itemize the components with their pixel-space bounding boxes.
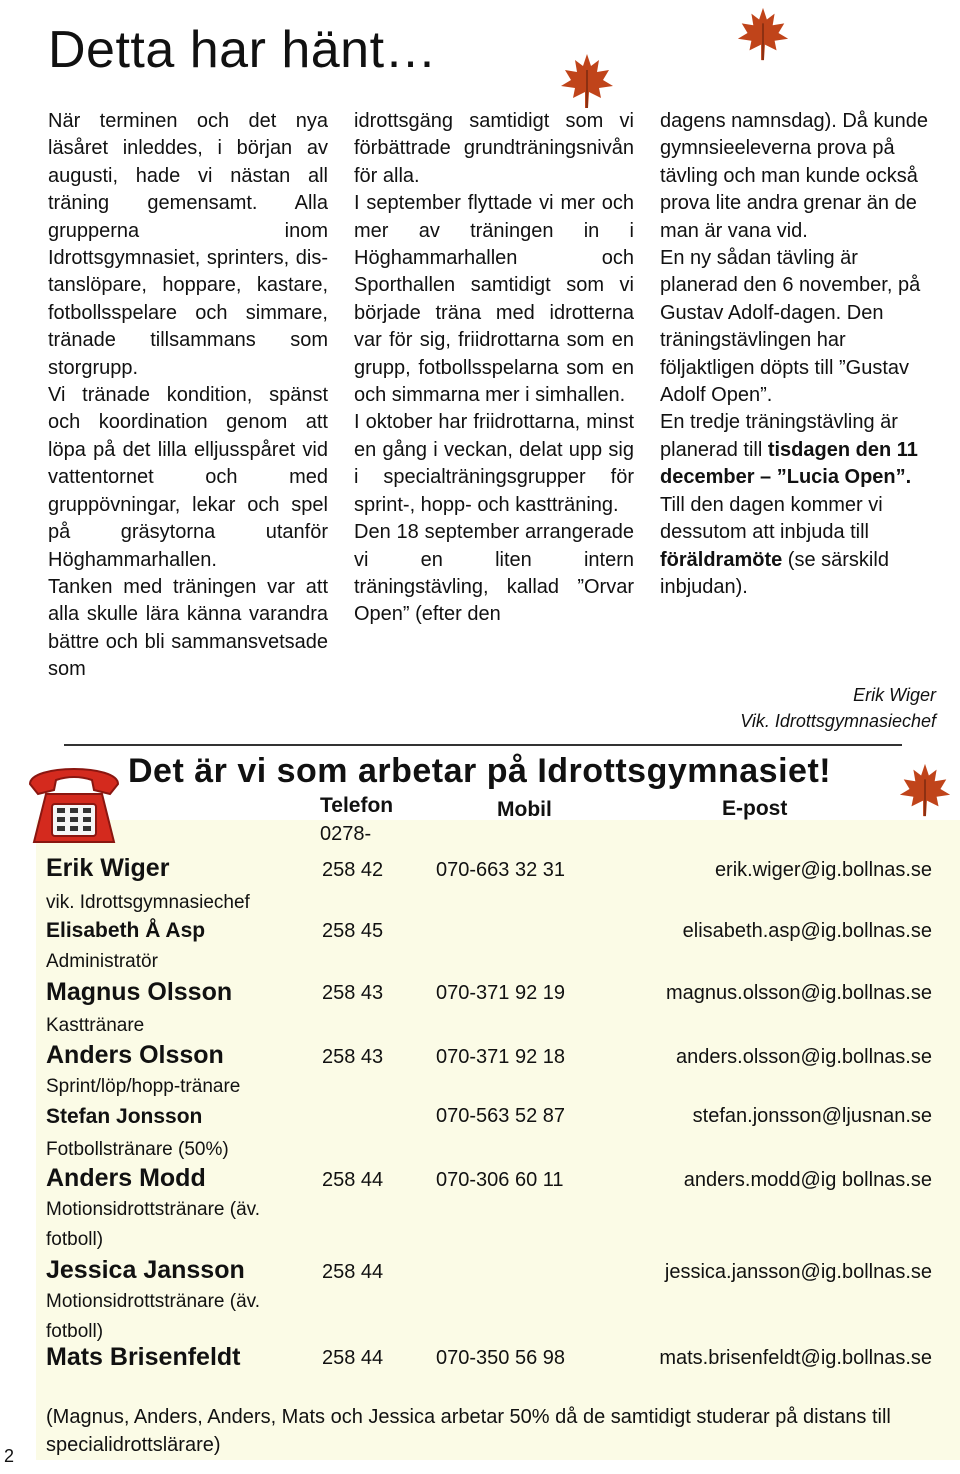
staff-name: Magnus Olsson (46, 978, 233, 1006)
staff-email[interactable]: mats.brisenfeldt@ig.bollnas.se (659, 1347, 932, 1369)
article-text: En tredje träningstävling är planerad till (660, 411, 898, 461)
telephone-icon (22, 754, 126, 852)
staff-name: Mats Brisenfeldt (46, 1343, 241, 1371)
staff-role: Motionsidrottstränare (äv. fotboll) (46, 1291, 261, 1342)
staff-mobile: 070-306 60 11 (436, 1169, 564, 1191)
staff-name: Jessica Jansson (46, 1256, 245, 1284)
signature-name: Erik Wiger (853, 685, 936, 705)
column-header-mobil: Mobil (497, 798, 552, 821)
article-text: (se särskild inbjudan). (660, 548, 889, 598)
article-paragraph: Den 18 september arrangerade vi en liten intern träningstävling, kallad ”Orvar Open” (efter den (354, 521, 634, 626)
article-paragraph: I oktober har friidrottarna, minst en gång i veckan, delat upp sig i specialträningsgrupper för sprint-, hopp- och kastträning. (354, 411, 634, 516)
article-paragraph (660, 409, 940, 491)
staff-telephone: 258 44 (322, 1169, 384, 1191)
staff-role: Kasttränare (46, 1015, 145, 1036)
staff-telephone: 258 43 (322, 982, 384, 1004)
parents-meeting-emphasis: föräldramöte (660, 548, 783, 571)
staff-mobile: 070-563 52 87 (436, 1105, 566, 1127)
article-paragraph: Vi tränade kondition, spänst och koordination genom att löpa på det lilla elljusspåret vid vattentornet och med gruppövningar, lekar och spel på gräsytorna utanför Höghammarhallen. (48, 384, 328, 571)
article-column-3 (660, 108, 940, 601)
staff-telephone: 258 42 (322, 859, 384, 881)
staff-name: Anders Modd (46, 1164, 206, 1192)
page-number: 2 (4, 1446, 15, 1466)
staff-role: Sprint/löp/hopp-tränare (46, 1076, 241, 1097)
staff-role: Motionsidrottstränare (äv. fotboll) (46, 1199, 261, 1250)
staff-email[interactable]: erik.wiger@ig.bollnas.se (714, 859, 932, 881)
staff-mobile: 070-663 32 31 (436, 859, 566, 881)
divider (64, 744, 902, 746)
staff-role: Administratör (46, 951, 158, 972)
staff-mobile: 070-350 56 98 (436, 1347, 566, 1369)
column-header-epost: E-post (722, 797, 788, 820)
staff-name: Stefan Jonsson (46, 1105, 203, 1128)
staff-email[interactable]: elisabeth.asp@ig.bollnas.se (682, 920, 932, 942)
maple-leaf-icon (734, 4, 792, 62)
staff-email[interactable]: jessica.jansson@ig.bollnas.se (664, 1261, 932, 1283)
article-paragraph: Tanken med träningen var att alla skulle lära känna varandra bättre och bli sammansvetsade som (48, 575, 328, 681)
article-paragraph: dagens namnsdag). Då kunde gymnsieeleverna prova på tävling och man kunde också prova lite andra grenar än de man är vana vid. (660, 110, 928, 242)
page-title: Detta har hänt… (48, 21, 438, 79)
staff-mobile: 070-371 92 18 (436, 1046, 566, 1068)
staff-name: Anders Olsson (46, 1041, 224, 1069)
staff-role: Fotbollstränare (50%) (46, 1139, 229, 1160)
staff-telephone: 258 44 (322, 1347, 384, 1369)
area-code: 0278- (320, 823, 372, 845)
article-paragraph: När terminen och det nya läsåret inleddes, i början av augusti, hade vi nästan all träning gemensamt. Alla grupperna inom Idrottsgymnasiet, sprinters, dis-tanslöpare, hoppare, kastare, fotbollsspelare och simmare, tränade tillsammans som storgrupp. (48, 110, 328, 379)
article-paragraph: I september flyttade vi mer och mer av träningen in i Höghammarhallen och Sporthallen samtidigt som vi började träna med idrotterna var för sig, friidrottarna som en grupp, fotbollsspelarna som en och simmarna mer i simhallen. (354, 192, 634, 407)
article-text: Till den dagen kommer vi dessutom att inbjuda till (660, 493, 883, 544)
article-column-1 (48, 108, 328, 684)
staff-heading: Det är vi som arbetar på Idrottsgymnasiet! (128, 752, 832, 790)
signature (740, 682, 936, 734)
article-paragraph: En ny sådan tävling är planerad den 6 november, på Gustav Adolf-dagen. Den träningstävlingen har följaktligen döpts till ”Gustav Adolf Open”. (660, 247, 921, 407)
staff-email[interactable]: magnus.olsson@ig.bollnas.se (665, 982, 932, 1004)
staff-telephone: 258 44 (322, 1261, 384, 1283)
staff-email[interactable]: anders.modd@ig bollnas.se (683, 1169, 932, 1191)
column-header-telefon (320, 792, 393, 848)
staff-mobile: 070-371 92 19 (436, 982, 566, 1004)
article-column-2 (354, 108, 634, 629)
signature-title: Vik. Idrottsgymnasiechef (740, 711, 936, 731)
telefon-label: Telefon (320, 794, 394, 817)
staff-role: vik. Idrottsgymnasiechef (46, 892, 250, 913)
staff-telephone: 258 43 (322, 1046, 384, 1068)
maple-leaf-icon (896, 760, 954, 818)
maple-leaf-icon (556, 50, 618, 110)
staff-email[interactable]: anders.olsson@ig.bollnas.se (675, 1046, 932, 1068)
staff-email[interactable]: stefan.jonsson@ljusnan.se (692, 1105, 932, 1127)
article-paragraph: idrottsgäng samtidigt som vi förbättrade grundträningsnivån för alla. (354, 110, 634, 187)
staff-name: Erik Wiger (46, 854, 170, 882)
event-date-emphasis: tisdagen den 11 december – ”Lucia Open”. (660, 438, 918, 489)
staff-telephone: 258 45 (322, 920, 384, 942)
article-paragraph (660, 492, 940, 602)
staff-name: Elisabeth Å Asp (46, 919, 206, 942)
staff-footnote: (Magnus, Anders, Anders, Mats och Jessica arbetar 50% då de samtidigt studerar på distans till specialidrottslärare) (46, 1406, 891, 1456)
